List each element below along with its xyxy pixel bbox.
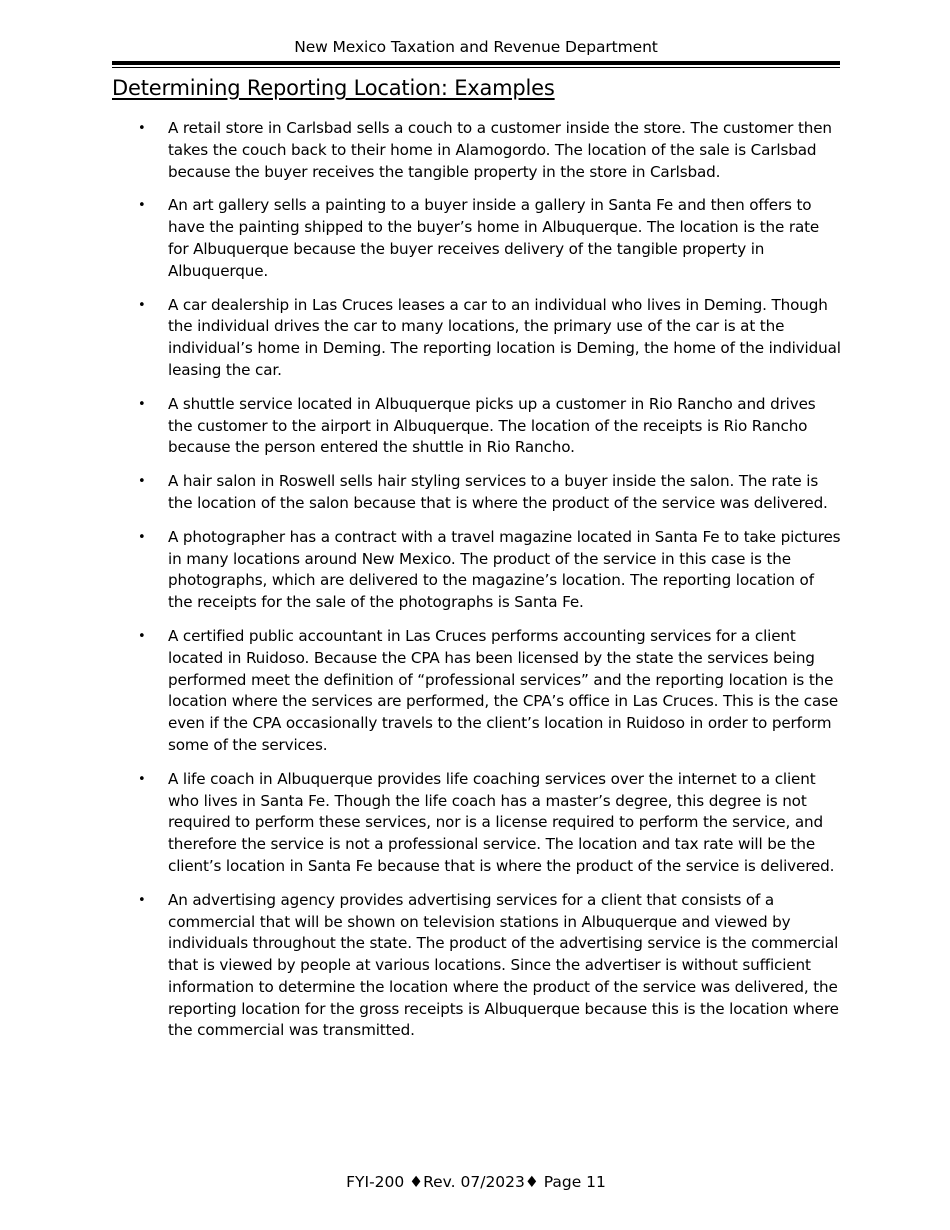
page-header: New Mexico Taxation and Revenue Department xyxy=(294,38,658,56)
example-item xyxy=(112,394,842,459)
bullet-icon: • xyxy=(138,529,146,545)
section-title: Determining Reporting Location: Examples xyxy=(112,76,555,100)
example-item xyxy=(112,295,842,382)
header-rule-thin xyxy=(112,67,840,68)
example-text: A certified public accountant in Las Cruces performs accounting services for a client located in Ruidoso. Because the CPA has been licensed by the state the services being performed meet the definition of “professional services” and the reporting location is the location where the services are performed, the CPA’s office in Las Cruces. This is the case even if the CPA occasionally travels to the client’s location in Ruidoso in order to perform some of the services. xyxy=(168,626,839,754)
example-item xyxy=(112,769,842,878)
example-text: A life coach in Albuquerque provides life coaching services over the internet to a client who lives in Santa Fe. Though the life coach has a master’s degree, this degree is not required to perform these services, nor is a license required to perform the service, and therefore the service is not a professional service. The location and tax rate will be the client’s location in Santa Fe because that is where the product of the service is delivered. xyxy=(168,769,835,875)
bullet-icon: • xyxy=(138,198,146,214)
example-item xyxy=(112,471,842,515)
page-footer: FYI-200 ♦Rev. 07/2023♦ Page 11 xyxy=(346,1173,606,1191)
example-text: An art gallery sells a painting to a buyer inside a gallery in Santa Fe and then offers to have the painting shipped to the buyer’s home in Albuquerque. The location is the rate for Albuquerque because the buyer receives delivery of the tangible property in Albuquerque. xyxy=(168,196,820,280)
example-item xyxy=(112,890,842,1043)
bullet-icon: • xyxy=(138,396,146,412)
example-item xyxy=(112,626,842,757)
bullet-icon: • xyxy=(138,628,146,644)
example-item xyxy=(112,118,842,183)
bullet-icon: • xyxy=(138,892,146,908)
example-text: A photographer has a contract with a travel magazine located in Santa Fe to take pictures in many locations around New Mexico. The product of the service in this case is the photographs, which are delivered to the magazine’s location. The reporting location of the receipts for the sale of the photographs is Santa Fe. xyxy=(168,527,841,612)
example-text: A retail store in Carlsbad sells a couch to a customer inside the store. The customer then takes the couch back to their home in Alamogordo. The location of the sale is Carlsbad because the buyer receives the tangible property in the store in Carlsbad. xyxy=(168,119,832,181)
bullet-icon: • xyxy=(138,771,146,787)
example-item xyxy=(112,195,842,282)
header-rule-thick xyxy=(112,61,840,65)
example-text: An advertising agency provides advertising services for a client that consists of a commercial that will be shown on television stations in Albuquerque and viewed by individuals throughout the state. The product of the advertising service is the commercial that is viewed by people at various locations. Since the advertiser is without sufficient information to determine the location where the product of the service was delivered, the reporting location for the gross receipts is Albuquerque because this is the location where the commercial was transmitted. xyxy=(168,890,839,1040)
example-text: A car dealership in Las Cruces leases a car to an individual who lives in Deming. Though the individual drives the car to many locations, the primary use of the car is at the individual’s home in Deming. The reporting location is Deming, the home of the individual leasing the car. xyxy=(168,295,841,379)
bullet-icon: • xyxy=(138,121,146,136)
example-text: A hair salon in Roswell sells hair styling services to a buyer inside the salon. The rate is the location of the salon because that is where the product of the service was delivered. xyxy=(168,472,828,512)
example-text: A shuttle service located in Albuquerque picks up a customer in Rio Rancho and drives the customer to the airport in Albuquerque. The location of the receipts is Rio Rancho because the person entered the shuttle in Rio Rancho. xyxy=(168,394,816,457)
examples-list xyxy=(112,118,842,1054)
example-item xyxy=(112,527,842,614)
bullet-icon: • xyxy=(138,297,146,313)
bullet-icon: • xyxy=(138,474,146,490)
